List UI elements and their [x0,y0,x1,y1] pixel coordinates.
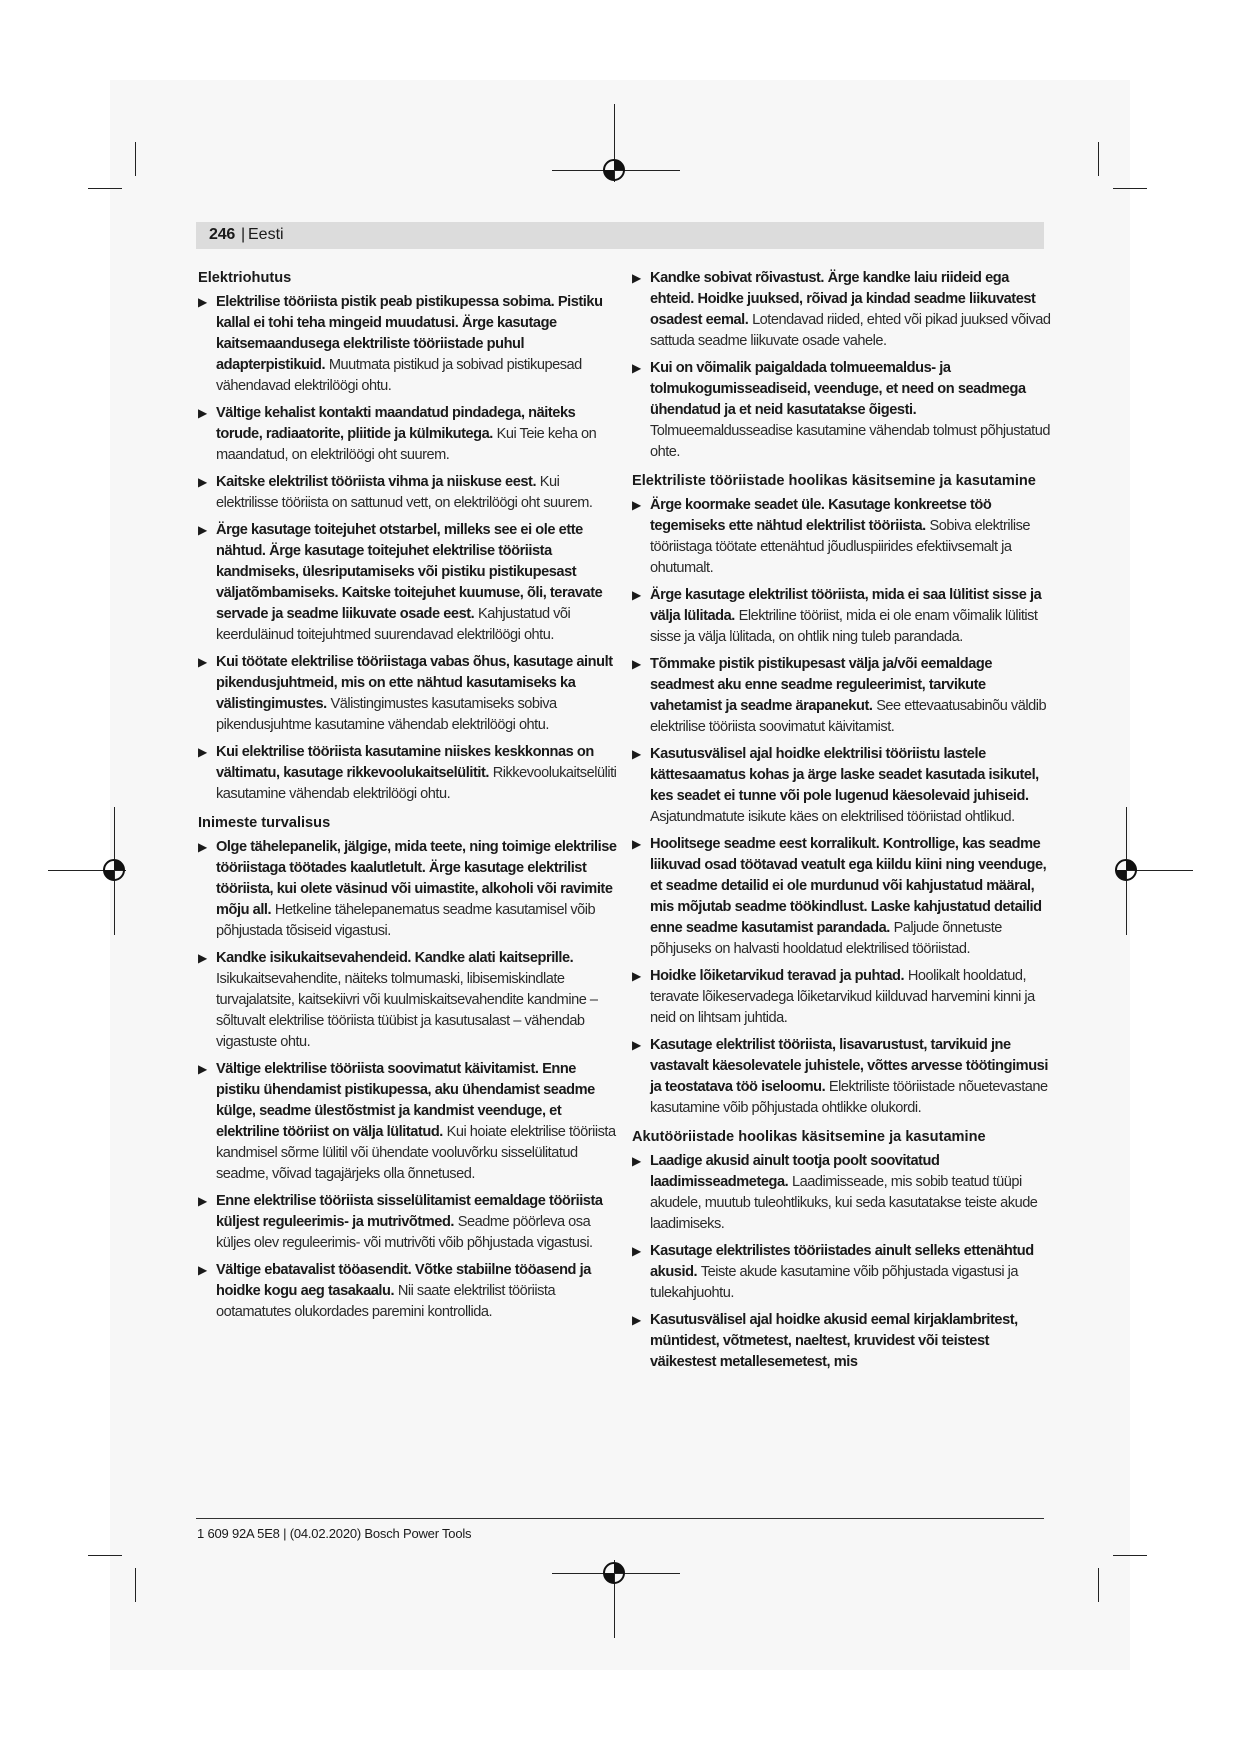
safety-item [198,1191,618,1254]
item-instruction: Ärge kasutage elektrilist tööriista, mida ei saa lülitist sisse ja välja lülitada. [650,587,1042,624]
bullet-arrow-icon: ▶ [198,1263,207,1277]
item-instruction: Kaitske elektrilist tööriista vihma ja niiskuse eest. [216,474,537,490]
safety-item [632,744,1052,828]
item-instruction: Tõmmake pistik pistikupesast välja ja/või eemaldage seadmest aku enne seadme reguleerimist, tarvikute vahetamist ja seadme ärapanekut. [650,656,993,714]
section-title: Elektriliste tööriistade hoolikas käsitsemine ja kasutamine [632,473,1036,489]
item-explanation: Asjatundmatute isikute käes on elektrilised tööriistad ohtlikud. [650,809,1015,825]
safety-item [198,403,618,466]
item-explanation: Muutmata pistikud ja sobivad pistikupesad vähendavad elektrilöögi ohtu. [216,357,582,394]
item-instruction: Vältige kehalist kontakti maandatud pindadega, näiteks torude, radiaatorite, pliitide ja külmikutega. [216,405,576,442]
item-instruction: Kasutusvälisel ajal hoidke akusid eemal kirjaklambritest, müntidest, võtmetest, naeltest, kruvidest või teistest väikestest metallesemetest, mis [650,1312,1018,1370]
item-explanation: Hetkeline tähelepanematus seadme kasutamisel võib põhjustada tõsiseid vigastusi. [216,902,596,939]
item-explanation: Laadimisseade, mis sobib teatud tüüpi akudele, muutub tuleohtlikuks, kui seda kasutatakse teiste akude laadimiseks. [650,1174,1038,1232]
item-explanation: Isikukaitsevahendite, näiteks tolmumaski, libisemiskindlate turvajalatsite, kaitsekiivri või kuulmiskaitsevahendite kandmine – sõltuvalt elektrilise tööriista tüübist ja kasutusalast – vähendab vigastuste ohtu. [216,971,598,1050]
section-title: Elektriohutus [198,270,292,286]
safety-item [198,837,618,942]
safety-item [632,268,1052,352]
section-title: Inimeste turvalisus [198,815,331,831]
item-instruction: Enne elektrilise tööriista sisselülitamist eemaldage tööriista küljest reguleerimis- ja mutrivõtmed. [216,1193,603,1230]
bullet-arrow-icon: ▶ [632,271,641,285]
bullet-arrow-icon: ▶ [632,1154,641,1168]
safety-item [198,948,618,1053]
bullet-arrow-icon: ▶ [632,969,641,983]
item-instruction: Vältige elektrilise tööriista soovimatut käivitamist. Enne pistiku ühendamist pistikupessa, aku ühendamist seadme külge, seadme ülestõstmist ja kandmist veenduge, et elektriline tööriist on välja lülitatud. [216,1061,595,1140]
section-title: Akutööriistade hoolikas käsitsemine ja kasutamine [632,1129,986,1145]
bullet-arrow-icon: ▶ [632,361,641,375]
bullet-arrow-icon: ▶ [632,837,641,851]
safety-item [632,495,1052,579]
safety-item [198,742,618,805]
safety-item [632,1151,1052,1235]
item-instruction: Laadige akusid ainult tootja poolt soovitatud laadimisseadmetega. [650,1153,940,1190]
item-explanation: Välistingimustes kasutamiseks sobiva pikendusjuhtme kasutamine vähendab elektrilöögi ohtu. [216,696,557,733]
item-instruction: Kui elektrilise tööriista kasutamine niiskes keskkonnas on vältimatu, kasutage rikkevoolukaitselülitit. [216,744,594,781]
bullet-arrow-icon: ▶ [198,475,207,489]
bullet-arrow-icon: ▶ [632,1244,641,1258]
item-instruction: Ärge koormake seadet üle. Kasutage konkreetse töö tegemiseks ette nähtud elektrilist tööriista. [650,497,992,534]
bullet-arrow-icon: ▶ [632,1313,641,1327]
safety-item [632,1310,1052,1373]
bullet-arrow-icon: ▶ [198,1194,207,1208]
item-explanation: Seadme pöörleva osa küljes olev reguleerimis- või mutrivõti võib põhjustada vigastusi. [216,1214,593,1251]
item-explanation: Sobiva elektrilise tööriistaga töötate ettenähtud jõudluspiirides efektiivsemalt ja ohutumalt. [650,518,1030,576]
item-instruction: Kui töötate elektrilise tööriistaga vabas õhus, kasutage ainult pikendusjuhtmeid, mis on ette nähtud kasutamiseks ka välistingimustes. [216,654,613,712]
footer-text: 1 609 92A 5E8 | (04.02.2020) Bosch Power Tools [197,1526,472,1541]
item-explanation: Kui elektrilisse tööriista on sattunud vett, on elektrilöögi oht suurem. [216,474,593,511]
item-instruction: Kandke sobivat rõivastust. Ärge kandke laiu riideid ega ehteid. Hoidke juuksed, rõivad ja kindad seadme liikuvatest osadest eemal. [650,270,1036,328]
footer-divider [196,1518,1044,1519]
header-separator: | [241,226,246,243]
bullet-arrow-icon: ▶ [198,840,207,854]
safety-item [632,1035,1052,1119]
safety-item [632,585,1052,648]
item-instruction: Kasutusvälisel ajal hoidke elektrilisi tööriistu lastele kättesaamatus kohas ja ärge laske seadet kasutada isikutel, kes seadet ei tunne või pole lugenud käesolevaid juhiseid. [650,746,1039,804]
item-explanation: Paljude õnnetuste põhjuseks on halvasti hooldatud elektrilised tööriistad. [650,920,1002,957]
bullet-arrow-icon: ▶ [198,655,207,669]
safety-item [198,652,618,736]
bullet-arrow-icon: ▶ [632,498,641,512]
page-header-band [196,222,1044,249]
safety-item [632,966,1052,1029]
item-instruction: Olge tähelepanelik, jälgige, mida teete, ning toimige elektrilise tööriistaga töötades kaalutletult. Ärge kasutage elektrilist tööriista, kui olete väsinud või uimastite, alkoholi või ravimite mõju all. [216,839,617,918]
bullet-arrow-icon: ▶ [198,406,207,420]
item-instruction: Kasutage elektrilist tööriista, lisavarustust, tarvikuid jne vastavalt käesolevatele juhistele, võttes arvesse töötingimusi ja teostatava töö iseloomu. [650,1037,1048,1095]
item-explanation: Hoolikalt hooldatud, teravate lõikeservadega lõiketarvikud kiilduvad harvemini kinni ja neid on lihtsam juhtida. [650,968,1035,1026]
header-language: Eesti [248,226,284,243]
bullet-arrow-icon: ▶ [198,745,207,759]
left-column [198,268,618,1329]
item-instruction: Vältige ebatavalist tööasendit. Võtke stabiilne tööasend ja hoidke kogu aeg tasakaalu. [216,1262,591,1299]
item-instruction: Hoolitsege seadme eest korralikult. Kontrollige, kas seadme liikuvad osad töötavad veatult ega kiildu kiini ning veenduge, et seadme detailid ei ole murdunud või kahjustatud määral, mis mõjutab seadme töökindlust. Laske kahjustatud detailid enne seadme kasutamist parandada. [650,836,1047,936]
registration-mark-bottom-icon [601,1560,627,1586]
safety-item [632,1241,1052,1304]
safety-item [632,358,1052,463]
right-column [632,268,1052,1379]
registration-mark-right-icon [1113,857,1139,883]
bullet-arrow-icon: ▶ [198,523,207,537]
item-instruction: Kasutage elektrilistes tööriistades ainult selleks ettenähtud akusid. [650,1243,1034,1280]
bullet-arrow-icon: ▶ [198,295,207,309]
safety-item [198,472,618,514]
bullet-arrow-icon: ▶ [632,1038,641,1052]
registration-mark-left-icon [101,857,127,883]
item-explanation: Rikkevoolukaitselüliti kasutamine vähendab elektrilöögi ohtu. [216,765,617,802]
safety-item [632,834,1052,960]
item-instruction: Kandke isikukaitsevahendeid. Kandke alati kaitseprille. [216,950,574,966]
bullet-arrow-icon: ▶ [198,951,207,965]
registration-mark-top-icon [601,157,627,183]
item-explanation: Nii saate elektrilist tööriista ootamatutes olukordades paremini kontrollida. [216,1283,556,1320]
bullet-arrow-icon: ▶ [632,747,641,761]
item-explanation: See ettevaatusabinõu väldib elektrilise tööriista soovimatut käivitamist. [650,698,1047,735]
item-explanation: Kui hoiate elektrilise tööriista kandmisel sõrme lülitil või ühendate vooluvõrku sisselülitatud seadme, võivad tagajärjeks olla õnnetused. [216,1124,616,1182]
item-explanation: Teiste akude kasutamine võib põhjustada vigastusi ja tulekahjuohtu. [650,1264,1019,1301]
item-instruction: Elektrilise tööriista pistik peab pistikupessa sobima. Pistiku kallal ei tohi teha mingeid muudatusi. Ärge kasutage kaitsemaandusega elektriliste tööriistade puhul adapterpistikuid. [216,294,603,373]
bullet-arrow-icon: ▶ [632,657,641,671]
item-explanation: Tolmueemaldusseadise kasutamine vähendab tolmust põhjustatud ohte. [650,423,1050,460]
safety-item [198,1260,618,1323]
safety-item [632,654,1052,738]
item-explanation: Elektriliste tööriistade nõuetevastane kasutamine võib põhjustada ohtlikke olukordi. [650,1079,1048,1116]
safety-item [198,292,618,397]
item-instruction: Ärge kasutage toitejuhet otstarbel, milleks see ei ole ette nähtud. Ärge kasutage toitejuhet elektrilise tööriista kandmiseks, ülesriputamiseks või pistiku pistikupesast väljatõmbamiseks. Kaitske toitejuhet kuumuse, õli, teravate servade ja seadme liikuvate osade eest. [216,522,603,622]
item-explanation: Kui Teie keha on maandatud, on elektrilöögi oht suurem. [216,426,597,463]
bullet-arrow-icon: ▶ [632,588,641,602]
bullet-arrow-icon: ▶ [198,1062,207,1076]
item-explanation: Elektriline tööriist, mida ei ole enam võimalik lülitist sisse ja välja lülitada, on ohtlik ning tuleb parandada. [650,608,1038,645]
safety-item [198,1059,618,1185]
item-instruction: Hoidke lõiketarvikud teravad ja puhtad. [650,968,905,984]
item-explanation: Lotendavad riided, ehted või pikad juuksed võivad sattuda seadme liikuvate osade vahele. [650,312,1051,349]
safety-item [198,520,618,646]
item-explanation: Kahjustatud või keerduläinud toitejuhtmed suurendavad elektrilöögi ohtu. [216,606,571,643]
page-number: 246 [209,226,236,243]
item-instruction: Kui on võimalik paigaldada tolmueemaldus- ja tolmukogumisseadiseid, veenduge, et need on seadmega ühendatud ja et neid kasutatakse õigesti. [650,360,1026,418]
